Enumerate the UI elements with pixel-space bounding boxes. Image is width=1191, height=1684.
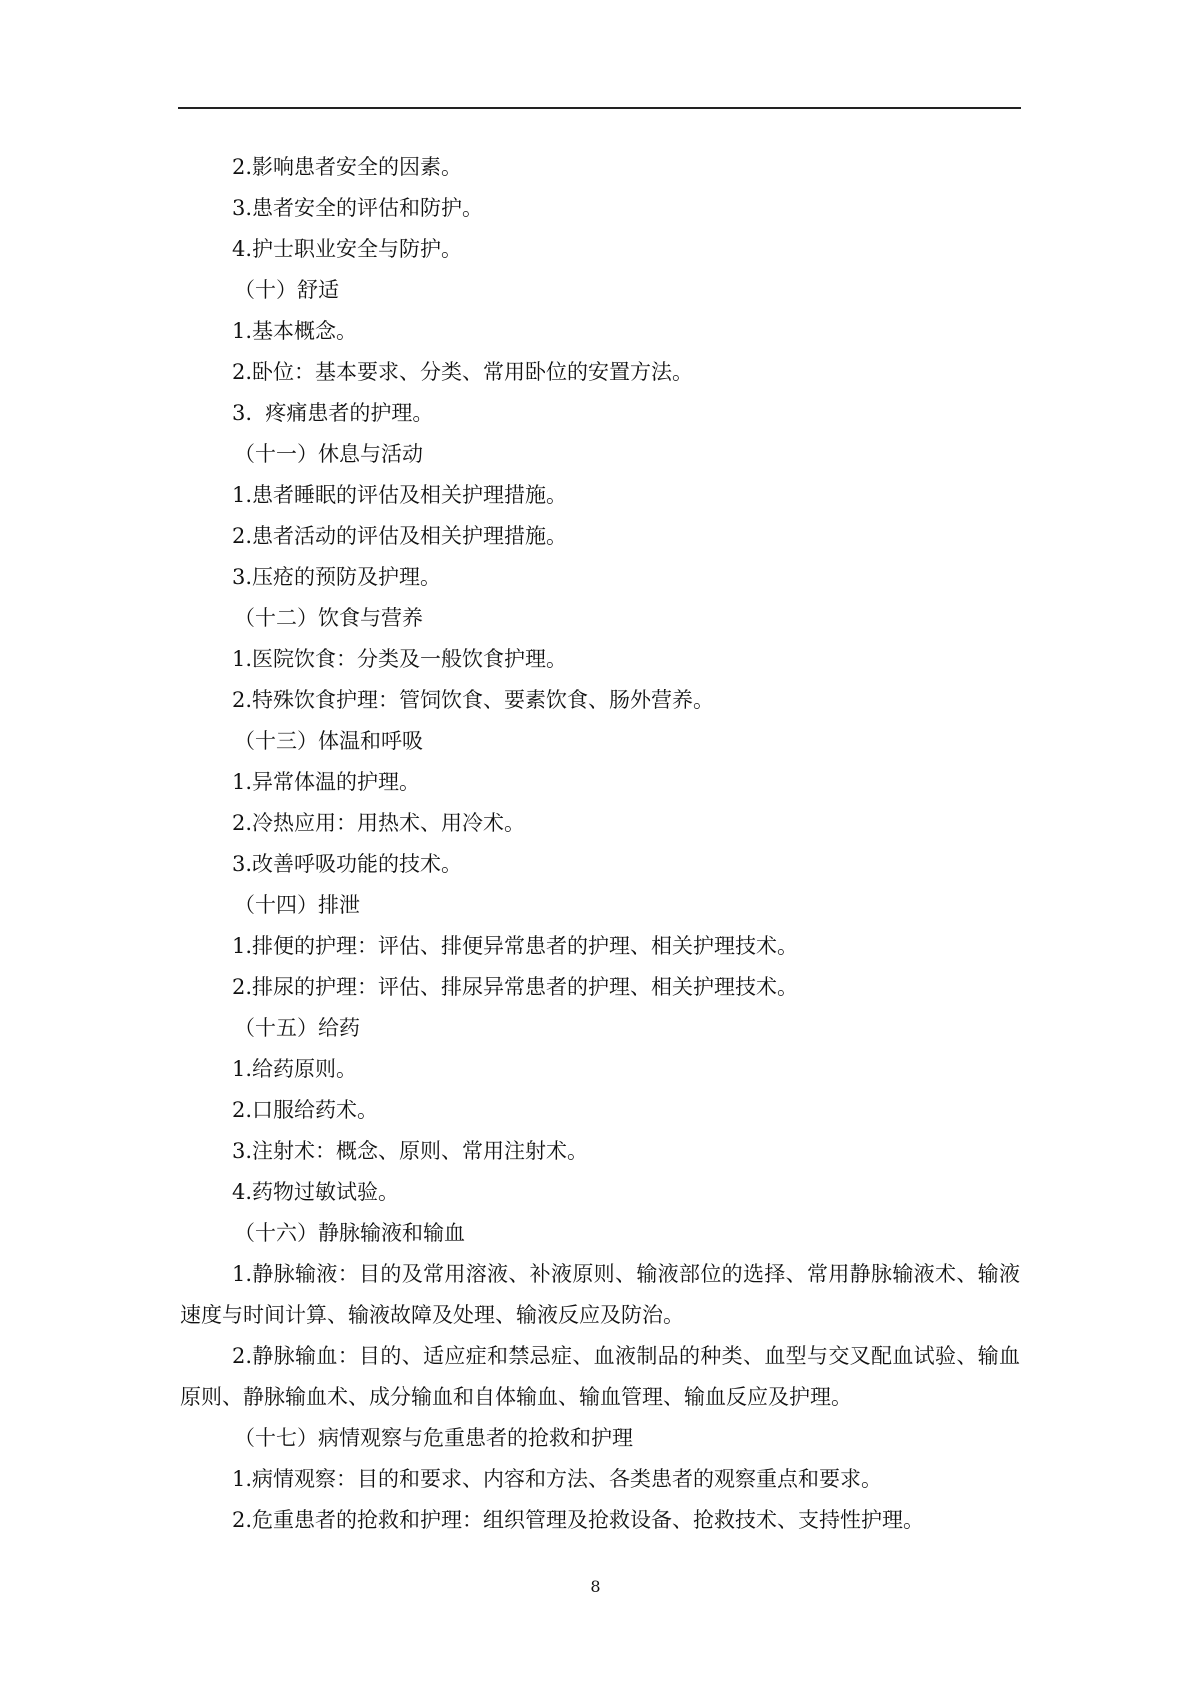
list-item: 2.冷热应用：用热术、用冷术。 (232, 811, 526, 835)
list-item: 3. 疼痛患者的护理。 (232, 401, 434, 425)
list-item: 2.影响患者安全的因素。 (232, 155, 463, 179)
list-item: 2.口服给药术。 (232, 1098, 379, 1122)
section-heading: （十二）饮食与营养 (234, 606, 423, 630)
paragraph: 2.静脉输血：目的、适应症和禁忌症、血液制品的种类、血型与交叉配血试验、输血原则、静脉输血术、成分输血和自体输血、输血管理、输血反应及护理。 (180, 1344, 1020, 1409)
section-heading: （十五）给药 (234, 1016, 360, 1040)
list-item: 3.改善呼吸功能的技术。 (232, 852, 463, 876)
list-item: 4.药物过敏试验。 (232, 1180, 400, 1204)
section-heading: （十六）静脉输液和输血 (234, 1221, 465, 1245)
list-item: 2.特殊饮食护理：管饲饮食、要素饮食、肠外营养。 (232, 688, 715, 712)
list-item: 2.患者活动的评估及相关护理措施。 (232, 524, 568, 548)
section-heading: （十一）休息与活动 (234, 442, 423, 466)
list-item: 1.患者睡眠的评估及相关护理措施。 (232, 483, 568, 507)
section-heading: （十）舒适 (234, 278, 339, 302)
list-item: 1.病情观察：目的和要求、内容和方法、各类患者的观察重点和要求。 (232, 1467, 883, 1491)
page-number: 8 (590, 1577, 601, 1596)
list-item: 1.医院饮食：分类及一般饮食护理。 (232, 647, 568, 671)
page-content (180, 147, 1020, 1541)
list-item: 1.排便的护理：评估、排便异常患者的护理、相关护理技术。 (232, 934, 799, 958)
list-item: 3.压疮的预防及护理。 (232, 565, 442, 589)
paragraph: 1.静脉输液：目的及常用溶液、补液原则、输液部位的选择、常用静脉输液术、输液速度与时间计算、输液故障及处理、输液反应及防治。 (180, 1262, 1020, 1327)
section-heading: （十三）体温和呼吸 (234, 729, 423, 753)
header-rule (178, 107, 1021, 109)
list-item: 2.排尿的护理：评估、排尿异常患者的护理、相关护理技术。 (232, 975, 799, 999)
list-item: 4.护士职业安全与防护。 (232, 237, 463, 261)
list-item: 1.给药原则。 (232, 1057, 358, 1081)
list-item: 3.患者安全的评估和防护。 (232, 196, 484, 220)
section-heading: （十四）排泄 (234, 893, 360, 917)
list-item: 2.危重患者的抢救和护理：组织管理及抢救设备、抢救技术、支持性护理。 (232, 1508, 925, 1532)
section-heading: （十七）病情观察与危重患者的抢救和护理 (234, 1426, 633, 1450)
list-item: 3.注射术：概念、原则、常用注射术。 (232, 1139, 589, 1163)
list-item: 1.基本概念。 (232, 319, 358, 343)
list-item: 1.异常体温的护理。 (232, 770, 421, 794)
list-item: 2.卧位：基本要求、分类、常用卧位的安置方法。 (232, 360, 694, 384)
